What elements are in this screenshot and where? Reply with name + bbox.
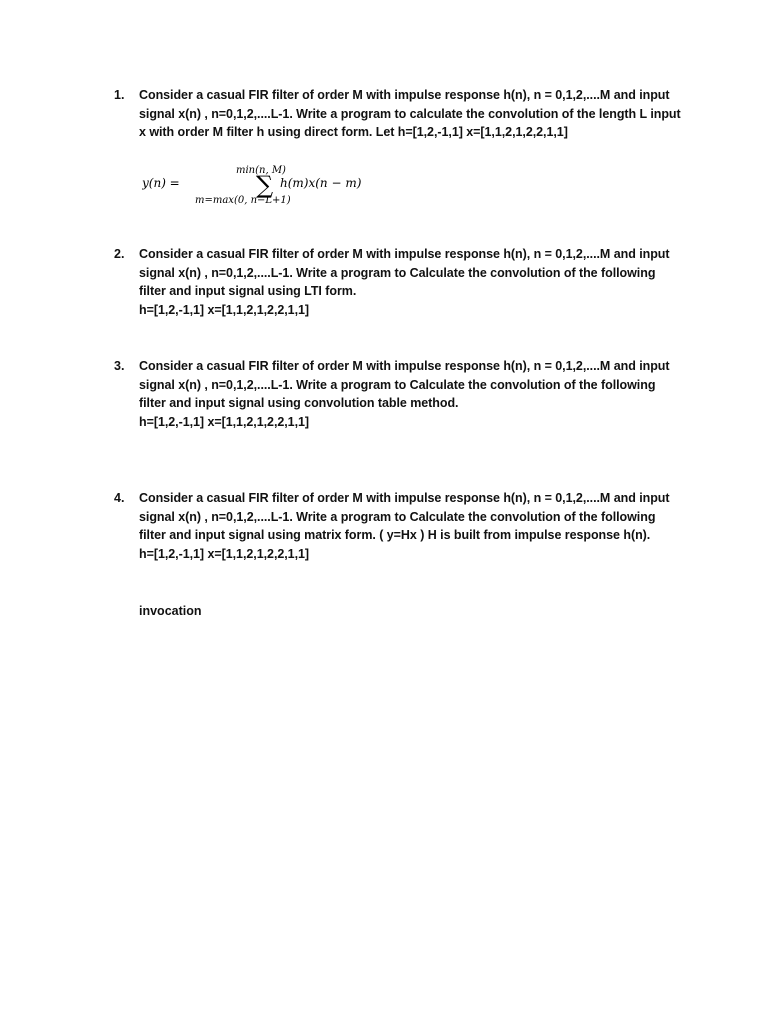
question-4-line-3: filter and input signal using matrix form. ( y=Hx ) H is built from impulse response h(n). (139, 528, 651, 543)
question-3-line-2: signal x(n) , n=0,1,2,....L-1. Write a program to Calculate the convolution of the following (139, 377, 656, 392)
question-3-text (139, 357, 694, 432)
question-3-line-1: Consider a casual FIR filter of order M with impulse response h(n), n = 0,1,2,....M and input (139, 359, 670, 373)
formula-lower-limit: m=max(0, n−L+1) (195, 195, 291, 206)
question-3-line-4: h=[1,2,-1,1] x=[1,1,2,1,2,2,1,1] (139, 415, 310, 430)
convolution-formula (142, 160, 382, 210)
question-1-line-3: x with order M filter h using direct form. Let h=[1,2,-1,1] x=[1,1,2,1,2,2,1,1] (139, 125, 568, 140)
question-4-text (139, 489, 694, 564)
formula-lhs: y(n) = (142, 176, 180, 190)
question-4-line-1: Consider a casual FIR filter of order M with impulse response h(n), n = 0,1,2,....M and input (139, 491, 670, 505)
formula-term: h(m)x(n − m) (280, 176, 362, 190)
question-4-line-4: h=[1,2,-1,1] x=[1,1,2,1,2,2,1,1] (139, 547, 310, 562)
question-2-text (139, 245, 694, 320)
question-2-line-4: h=[1,2,-1,1] x=[1,1,2,1,2,2,1,1] (139, 303, 310, 318)
question-1-line-1: Consider a casual FIR filter of order M with impulse response h(n), n = 0,1,2,....M and input (139, 88, 670, 102)
question-1-number: 1. (114, 88, 125, 102)
question-4-line-2: signal x(n) , n=0,1,2,....L-1. Write a program to Calculate the convolution of the following (139, 509, 656, 524)
invocation-text: invocation (139, 604, 202, 618)
question-3-line-3: filter and input signal using convolution table method. (139, 396, 459, 411)
question-2-number: 2. (114, 247, 125, 261)
question-1-line-2: signal x(n) , n=0,1,2,....L-1. Write a program to calculate the convolution of the length L input (139, 106, 681, 121)
formula-sum-symbol: ∑ (256, 171, 274, 199)
formula-upper-limit: min(n, M) (236, 165, 286, 176)
question-1-text (139, 86, 694, 142)
question-2-line-2: signal x(n) , n=0,1,2,....L-1. Write a program to Calculate the convolution of the following (139, 265, 656, 280)
question-4-number: 4. (114, 491, 125, 505)
question-2-line-1: Consider a casual FIR filter of order M with impulse response h(n), n = 0,1,2,....M and input (139, 247, 670, 261)
question-2-line-3: filter and input signal using LTI form. (139, 284, 357, 299)
question-3-number: 3. (114, 359, 125, 373)
